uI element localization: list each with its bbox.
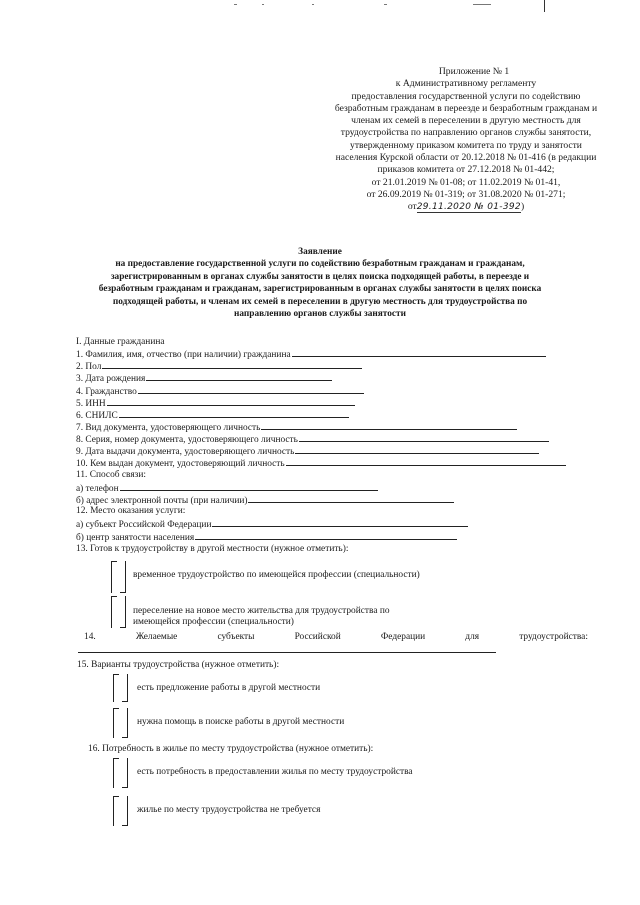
field-full-name[interactable]: 1. Фамилия, имя, отчество (при наличии) гражданина (76, 348, 546, 361)
option-housing-not-needed: жилье по месту трудоустройства не требуется (137, 805, 321, 815)
section-citizen-data: I. Данные гражданина (76, 337, 165, 347)
field-birth-date[interactable]: 3. Дата рождения (76, 372, 332, 385)
appendix-block (320, 66, 612, 214)
appendix-line: предоставления государственной услуги по содействию (351, 90, 581, 102)
field-snils[interactable]: 6. СНИЛС (76, 409, 349, 422)
sex-blank[interactable] (102, 360, 362, 369)
appendix-line: к Административному регламенту (395, 78, 537, 90)
full-name-blank[interactable] (292, 348, 546, 357)
checkbox-job-offer[interactable] (113, 674, 128, 702)
title-heading: Заявление (298, 247, 342, 257)
document-issued-by-blank[interactable] (286, 457, 566, 466)
field-employment-options: 15. Варианты трудоустройства (нужное отметить): (77, 660, 280, 670)
option-job-offer: есть предложение работы в другой местности (137, 683, 321, 693)
field-desired-subjects: 14. Желаемые субъекты Российской Федерации для трудоустройства: (84, 632, 588, 642)
appendix-line: от 26.09.2019 № 01-319; от 31.08.2020 № 01-271; (366, 188, 566, 200)
field-contact-method: 11. Способ связи: (76, 470, 146, 480)
option-housing-needed: есть потребность в предоставлении жилья по месту трудоустройства (137, 767, 413, 777)
employment-center-blank[interactable] (195, 531, 457, 540)
appendix-line: Приложение № 1 (438, 66, 510, 77)
document-type-blank[interactable] (261, 421, 517, 430)
phone-blank[interactable] (120, 482, 378, 491)
document-title (40, 246, 600, 320)
field-document-series-number[interactable]: 8. Серия, номер документа, удостоверяющего личность (76, 433, 549, 446)
field-citizenship[interactable]: 4. Гражданство (76, 385, 364, 398)
checkbox-temporary-employment[interactable] (111, 561, 126, 593)
snils-blank[interactable] (119, 409, 349, 418)
document-issue-date-blank[interactable] (295, 445, 539, 454)
checkbox-job-search-help[interactable] (113, 708, 128, 738)
field-document-type[interactable]: 7. Вид документа, удостоверяющего личность (76, 421, 517, 434)
scan-top-marks (0, 0, 640, 14)
appendix-line: безработным гражданам в переезде и безработным гражданам и (334, 102, 598, 114)
field-service-place: 12. Место оказания услуги: (76, 506, 186, 516)
desired-subjects-blank[interactable] (78, 652, 496, 653)
checkbox-housing-needed[interactable] (113, 758, 128, 788)
option-job-search-help: нужна помощь в поиске работы в другой местности (137, 717, 345, 727)
field-phone[interactable]: а) телефон (76, 482, 378, 495)
option-temporary-employment: временное трудоустройство по имеющейся профессии (специальности) (133, 570, 420, 580)
title-line: безработным гражданам и гражданам, зарегистрированным в органах службы занятости в целях поиска (98, 284, 542, 295)
appendix-line: от 21.01.2019 № 01-08; от 11.02.2019 № 01-41, (371, 176, 561, 188)
appendix-line: приказов комитета от 27.12.2018 № 01-442; (377, 164, 555, 176)
appendix-line: утвержденному приказом комитета по труду и занятости (350, 139, 582, 151)
inn-blank[interactable] (107, 397, 355, 406)
federal-subject-blank[interactable] (212, 518, 468, 527)
title-line: подходящей работы, и членам их семей в переселении в другую местность для трудоустройства по (112, 296, 528, 307)
field-ready-to-relocate: 13. Готов к трудоустройству в другой местности (нужное отметить): (76, 544, 349, 554)
document-series-number-blank[interactable] (299, 433, 549, 442)
appendix-line: трудоустройства по направлению органов службы занятости, (340, 127, 592, 139)
field-document-issued-by[interactable]: 10. Кем выдан документ, удостоверяющий личность (76, 457, 566, 470)
field-document-issue-date[interactable]: 9. Дата выдачи документа, удостоверяющего личность (76, 445, 539, 458)
field-sex[interactable]: 2. Пол (76, 360, 362, 373)
appendix-line: членам их семей в переселении в другую местность для (351, 115, 581, 127)
citizenship-blank[interactable] (138, 385, 364, 394)
title-line: на предоставление государственной услуги по содействию безработным гражданам и гражданам, (115, 259, 525, 270)
email-blank[interactable] (248, 494, 454, 503)
field-employment-center[interactable]: б) центр занятости населения (76, 531, 457, 544)
field-email[interactable]: б) адрес электронной почты (при наличии) (76, 494, 454, 507)
title-line: зарегистрированным в органах службы занятости в целях поиска подходящей работы, в переезде и (110, 271, 530, 282)
option-relocation-line2: имеющейся профессии (специальности) (133, 617, 294, 627)
appendix-line-last: от29.11.2020 № 01-392) (407, 201, 525, 213)
birth-date-blank[interactable] (146, 372, 332, 381)
field-housing-need: 16. Потребность в жилье по месту трудоустройства (нужное отметить): (88, 744, 374, 754)
option-relocation-line1: переселение на новое место жительства для трудоустройства по (133, 606, 390, 616)
field-inn[interactable]: 5. ИНН (76, 397, 355, 410)
appendix-line: населения Курской области от 20.12.2018 № 01-416 (в редакции (335, 152, 597, 164)
field-federal-subject[interactable]: а) субъект Российской Федерации (76, 518, 468, 531)
title-line: направлению органов службы занятости (234, 309, 406, 320)
checkbox-relocation[interactable] (111, 596, 126, 628)
handwritten-date-number: 29.11.2020 № 01-392 (416, 202, 521, 213)
checkbox-housing-not-needed[interactable] (113, 796, 128, 826)
